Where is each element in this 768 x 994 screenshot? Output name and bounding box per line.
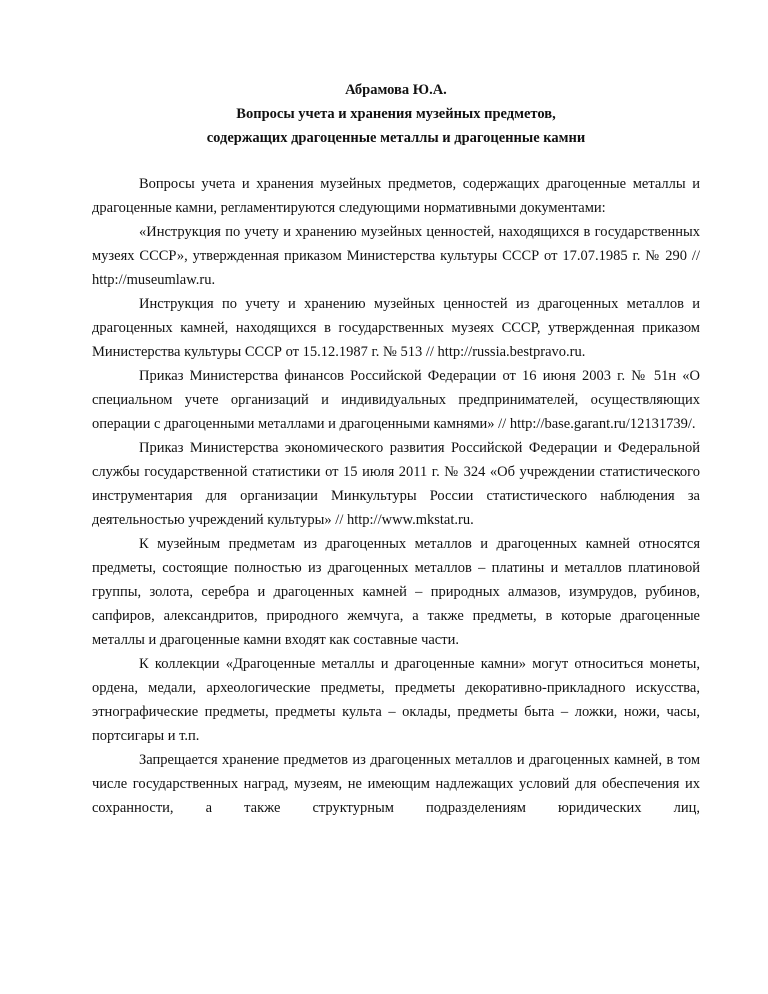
document-body [92,78,700,820]
paragraph-museum-items: К музейным предметам из драгоценных металлов и драгоценных камней относятся предметы, состоящие полностью из драгоценных металлов – платины и металлов платиновой группы, золота, серебра и драгоценных камней – природных алмазов, изумрудов, рубинов, сапфиров, александритов, природного жемчуга, а также предметы, в которые драгоценные металлы и драгоценные камни входят как составные части. [92,536,700,648]
document-title-line-1: Вопросы учета и хранения музейных предметов, [236,106,556,122]
paragraph-collection: К коллекции «Драгоценные металлы и драгоценные камни» могут относиться монеты, ордена, медали, археологические предметы, предметы декоративно-прикладного искусства, этнографические предметы, предметы культа – оклады, предметы быта – ложки, ножи, часы, портсигары и т.п. [92,656,700,744]
author-name: Абрамова Ю.А. [345,82,447,98]
document-title-line-2: содержащих драгоценные металлы и драгоценные камни [206,130,586,146]
paragraph-intro: Вопросы учета и хранения музейных предметов, содержащих драгоценные металлы и драгоценные камни, регламентируются следующими нормативными документами: [92,176,700,216]
paragraph-instruction-1987: Инструкция по учету и хранению музейных ценностей из драгоценных металлов и драгоценных камней, находящихся в государственных музеях СССР, утвержденная приказом Министерства культуры СССР от 15.12.1987 г. № 513 // http://russia.bestpravo.ru. [92,296,700,360]
paragraph-instruction-1985: «Инструкция по учету и хранению музейных ценностей, находящихся в государственных музеях СССР», утвержденная приказом Министерства культуры СССР от 17.07.1985 г. № 290 // http://museumlaw.ru. [92,224,700,288]
paragraph-order-mineconom-2011: Приказ Министерства экономического развития Российской Федерации и Федеральной службы государственной статистики от 15 июля 2011 г. № 324 «Об учреждении статистического инструментария для организации Минкультуры России статистического наблюдения за деятельностью учреждений культуры» // http://www.mkstat.ru. [92,440,700,528]
title-block [92,78,700,150]
paragraph-storage-prohibition: Запрещается хранение предметов из драгоценных металлов и драгоценных камней, в том числе государственных наград, музеям, не имеющим надлежащих условий для обеспечения их сохранности, а также структурным подразделениям юридических лиц, [92,752,700,816]
paragraph-order-minfin-2003: Приказ Министерства финансов Российской Федерации от 16 июня 2003 г. № 51н «О специальном учете организаций и индивидуальных предпринимателей, осуществляющих операции с драгоценными металлами и драгоценными камнями» // http://base.garant.ru/12131739/. [92,368,700,432]
